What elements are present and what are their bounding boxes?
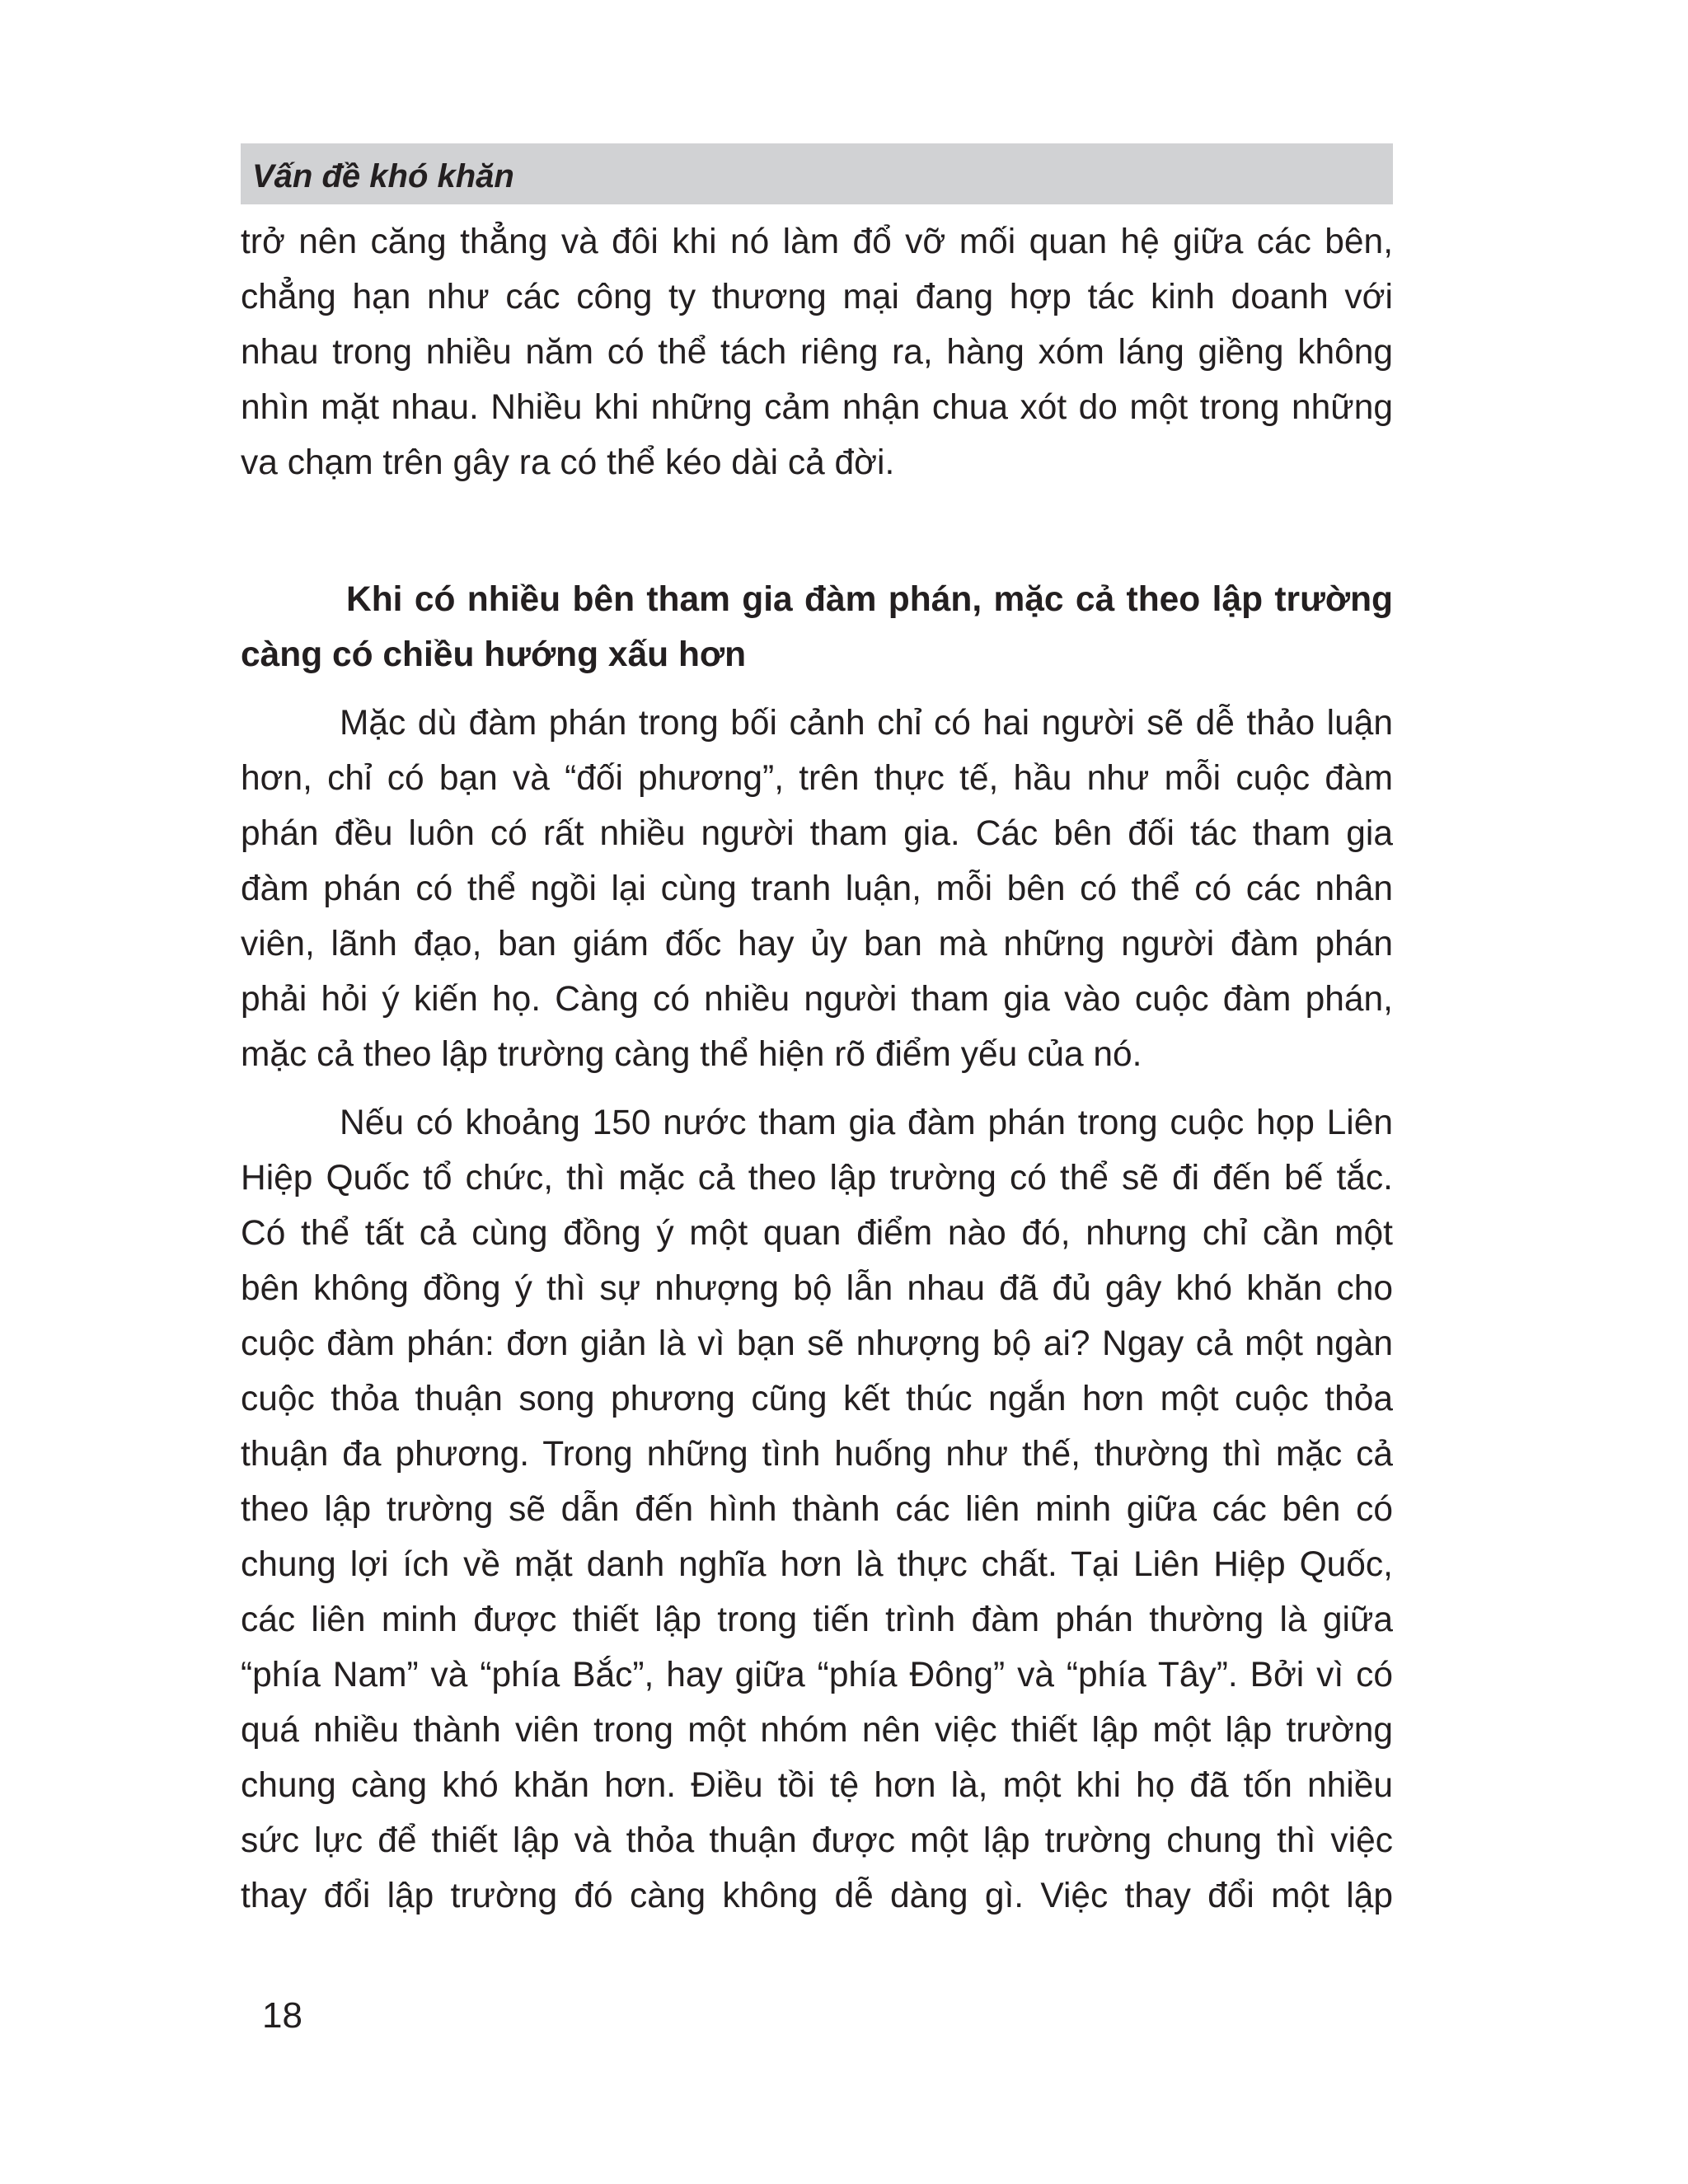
page-body: [241, 214, 1393, 1924]
text-line: bên không đồng ý thì sự nhượng bộ lẫn nhau đã đủ gây khó khăn cho: [241, 1269, 1393, 1308]
text-line: cuộc thỏa thuận song phương cũng kết thúc ngắn hơn một cuộc thỏa: [241, 1380, 1393, 1418]
section-heading: [241, 572, 1393, 682]
text-line: “phía Nam” và “phía Bắc”, hay giữa “phía Đông” và “phía Tây”. Bởi vì có: [241, 1656, 1393, 1694]
text-line: phải hỏi ý kiến họ. Càng có nhiều người tham gia vào cuộc đàm phán,: [241, 980, 1393, 1019]
text-line: phán đều luôn có rất nhiều người tham gia. Các bên đối tác tham gia: [241, 814, 1393, 853]
text-line: thay đổi lập trường đó càng không dễ dàng gì. Việc thay đổi một lập: [241, 1877, 1393, 1915]
text-line: theo lập trường sẽ dẫn đến hình thành các liên minh giữa các bên có: [241, 1490, 1393, 1529]
text-line: chẳng hạn như các công ty thương mại đang hợp tác kinh doanh với: [241, 278, 1393, 316]
text-line: chung càng khó khăn hơn. Điều tồi tệ hơn là, một khi họ đã tốn nhiều: [241, 1766, 1393, 1805]
text-line: trở nên căng thẳng và đôi khi nó làm đổ vỡ mối quan hệ giữa các bên,: [241, 223, 1393, 261]
text-line: sức lực để thiết lập và thỏa thuận được một lập trường chung thì việc: [241, 1821, 1393, 1860]
text-line: Mặc dù đàm phán trong bối cảnh chỉ có hai người sẽ dễ thảo luận: [340, 704, 1393, 743]
text-line: nhìn mặt nhau. Nhiều khi những cảm nhận chua xót do một trong những: [241, 388, 1393, 427]
text-line: chung lợi ích về mặt danh nghĩa hơn là thực chất. Tại Liên Hiệp Quốc,: [241, 1545, 1393, 1584]
text-line: các liên minh được thiết lập trong tiến trình đàm phán thường là giữa: [241, 1601, 1393, 1639]
continued-paragraph: [241, 214, 1393, 490]
running-header-title: Vấn đề khó khăn: [252, 158, 514, 194]
text-line: hơn, chỉ có bạn và “đối phương”, trên thực tế, hầu như mỗi cuộc đàm: [241, 759, 1393, 798]
text-line: mặc cả theo lập trường càng thể hiện rõ điểm yếu của nó.: [241, 1035, 1142, 1074]
text-line: viên, lãnh đạo, ban giám đốc hay ủy ban mà những người đàm phán: [241, 925, 1393, 963]
page-number: 18: [262, 1995, 302, 2036]
text-line: quá nhiều thành viên trong một nhóm nên việc thiết lập một lập trường: [241, 1711, 1393, 1750]
heading-line: Khi có nhiều bên tham gia đàm phán, mặc cả theo lập trường: [346, 580, 1393, 619]
heading-line: càng có chiều hướng xấu hơn: [241, 635, 747, 674]
text-line: cuộc đàm phán: đơn giản là vì bạn sẽ nhượng bộ ai? Ngay cả một ngàn: [241, 1324, 1393, 1363]
text-line: Nếu có khoảng 150 nước tham gia đàm phán trong cuộc họp Liên: [340, 1104, 1393, 1142]
body-paragraph-2: [241, 1095, 1393, 1924]
text-line: Hiệp Quốc tổ chức, thì mặc cả theo lập trường có thể sẽ đi đến bế tắc.: [241, 1159, 1393, 1197]
text-line: đàm phán có thể ngồi lại cùng tranh luận, mỗi bên có thể có các nhân: [241, 869, 1393, 908]
text-line: va chạm trên gây ra có thể kéo dài cả đời.: [241, 443, 895, 482]
text-line: thuận đa phương. Trong những tình huống như thế, thường thì mặc cả: [241, 1435, 1393, 1474]
text-line: Có thể tất cả cùng đồng ý một quan điểm nào đó, nhưng chỉ cần một: [241, 1214, 1393, 1253]
body-paragraph-1: [241, 696, 1393, 1082]
text-line: nhau trong nhiều năm có thể tách riêng ra, hàng xóm láng giềng không: [241, 333, 1393, 372]
running-header: [241, 143, 1393, 204]
